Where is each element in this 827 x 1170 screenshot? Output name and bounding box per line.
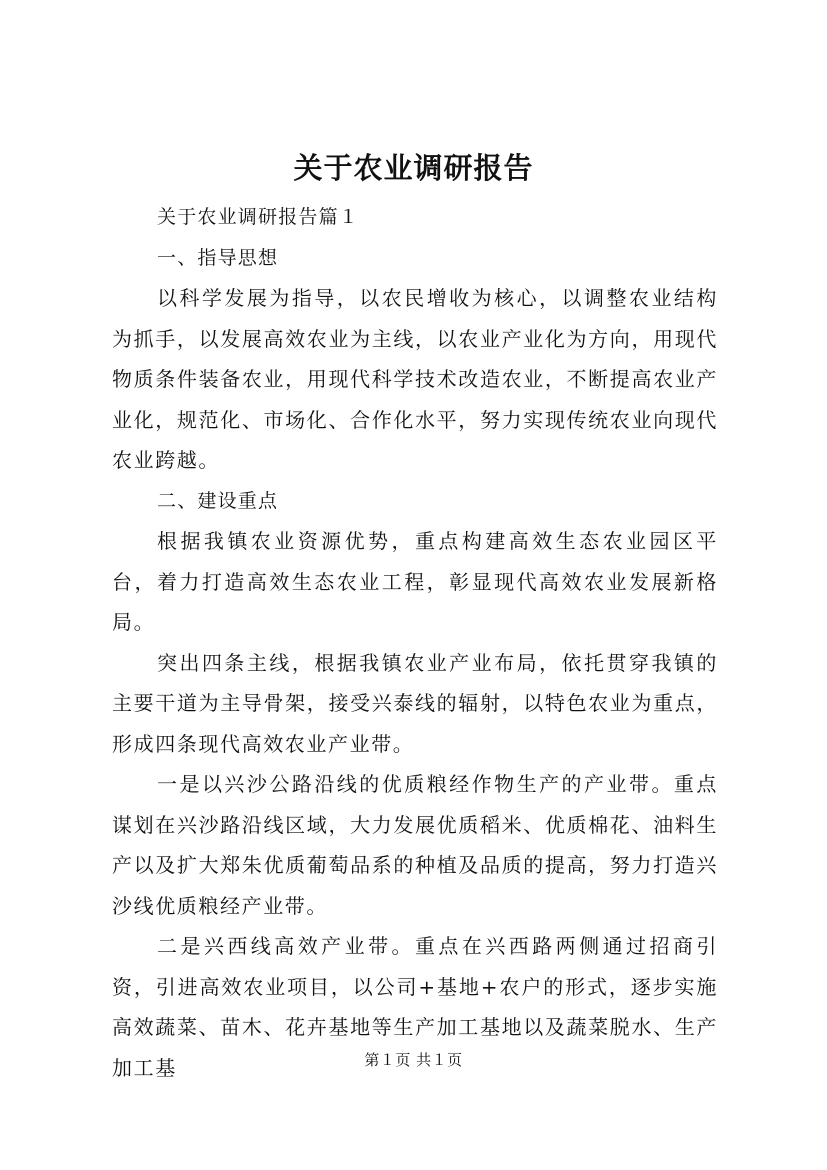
document-body (112, 197, 718, 1088)
section-heading-guiding-thought: 一、指导思想 (157, 246, 279, 269)
report-subtitle: 关于农业调研报告篇１ (157, 206, 360, 228)
section-heading-construction-focus: 二、建设重点 (157, 489, 279, 512)
paragraph-xingxi-belt: 二是兴西线高效产业带。重点在兴西路两侧通过招商引资，引进高效农业项目，以公司+基地+农户的形式，逐步实施高效蔬菜、苗木、花卉基地等生产加工基地以及蔬菜脱水、生产加工基 (112, 934, 718, 1080)
paragraph-resource-advantage: 根据我镇农业资源优势，重点构建高效生态农业园区平台，着力打造高效生态农业工程，彰显现代高效农业发展新格局。 (112, 529, 718, 634)
document-title: 关于农业调研报告 (293, 151, 534, 185)
page-footer: 第１页 共１页 (364, 1051, 463, 1069)
paragraph-four-main-lines: 突出四条主线，根据我镇农业产业布局，依托贯穿我镇的主要干道为主导骨架，接受兴泰线的辐射，以特色农业为重点，形成四条现代高效农业产业带。 (112, 650, 718, 756)
paragraph-xingsha-belt: 一是以兴沙公路沿线的优质粮经作物生产的产业带。重点谋划在兴沙路沿线区域，大力发展优质稻米、优质棉花、油料生产以及扩大郑朱优质葡萄品系的种植及品质的提高，努力打造兴沙线优质粮经产业带。 (112, 772, 718, 918)
paragraph-guiding-thought: 以科学发展为指导，以农民增收为核心，以调整农业结构为抓手，以发展高效农业为主线，以农业产业化为方向，用现代物质条件装备农业，用现代科学技术改造农业，不断提高农业产业化，规范化、市场化、合作化水平，努力实现传统农业向现代农业跨越。 (112, 286, 718, 472)
